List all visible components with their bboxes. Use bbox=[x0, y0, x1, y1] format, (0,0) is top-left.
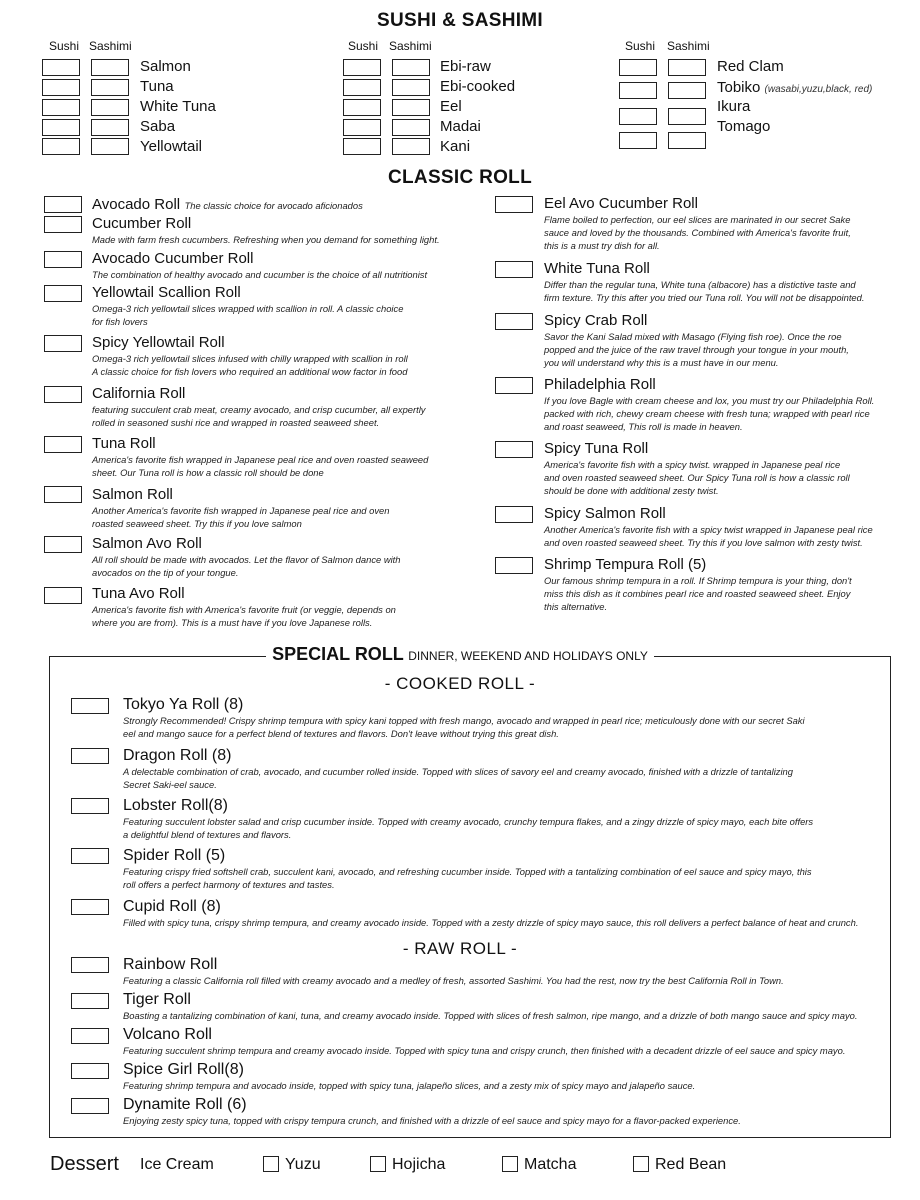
roll-name: Philadelphia Roll bbox=[544, 376, 656, 393]
fish-label: Yellowtail bbox=[140, 138, 202, 155]
sushi-checkbox[interactable] bbox=[42, 59, 80, 76]
roll-desc: Savor the Kani Salad mixed with Masago (Flying fish roe). Once the roe bbox=[544, 331, 842, 342]
dessert-checkbox-hojicha[interactable] bbox=[370, 1156, 386, 1172]
roll-checkbox[interactable] bbox=[495, 441, 533, 458]
fish-label: Ebi-raw bbox=[440, 58, 491, 75]
sashimi-checkbox[interactable] bbox=[91, 79, 129, 96]
roll-name: Spicy Tuna Roll bbox=[544, 440, 649, 457]
col-header-sashimi: Sashimi bbox=[389, 39, 432, 53]
sushi-checkbox[interactable] bbox=[42, 138, 80, 155]
roll-name: Spice Girl Roll(8) bbox=[123, 1061, 244, 1078]
roll-checkbox[interactable] bbox=[71, 1028, 109, 1044]
col-header-sashimi: Sashimi bbox=[667, 39, 710, 53]
menu-item bbox=[544, 312, 914, 369]
roll-desc: Our famous shrimp tempura in a roll. If Shrimp tempura is your thing, don't bbox=[544, 575, 852, 586]
roll-desc: America's favorite fish with America's favorite fruit (or veggie, depends on bbox=[92, 604, 396, 615]
sashimi-checkbox[interactable] bbox=[392, 79, 430, 96]
roll-desc: America's favorite fish wrapped in Japanese peal rice and oven roasted seaweed bbox=[92, 454, 429, 465]
fish-label: Eel bbox=[440, 98, 462, 115]
dessert-checkbox-red-bean[interactable] bbox=[633, 1156, 649, 1172]
roll-desc: All roll should be made with avocados. Let the flavor of Salmon dance with bbox=[92, 554, 401, 565]
roll-checkbox[interactable] bbox=[71, 957, 109, 973]
fish-label: Saba bbox=[140, 118, 176, 135]
roll-checkbox[interactable] bbox=[71, 899, 109, 915]
classic-roll-title: CLASSIC ROLL bbox=[388, 167, 532, 188]
menu-item bbox=[123, 696, 883, 740]
roll-desc: Boasting a tantalizing combination of kani, tuna, and creamy avocado inside. Topped with slices of fresh salmon, ripe mango, and a drizzle of both mango sauce and spicy mayo. bbox=[123, 1010, 858, 1021]
roll-desc: this alternative. bbox=[544, 601, 608, 612]
dessert-checkbox-yuzu[interactable] bbox=[263, 1156, 279, 1172]
roll-desc: sheet. Our Tuna roll is how a classic roll should be done bbox=[92, 467, 324, 478]
sushi-checkbox[interactable] bbox=[619, 132, 657, 149]
roll-desc: Secret Saki-eel sauce. bbox=[123, 779, 217, 790]
sashimi-checkbox[interactable] bbox=[668, 82, 706, 99]
roll-name: Salmon Avo Roll bbox=[92, 535, 202, 552]
dessert-option: Red Bean bbox=[655, 1156, 727, 1173]
sashimi-checkbox[interactable] bbox=[668, 108, 706, 125]
sashimi-checkbox[interactable] bbox=[91, 99, 129, 116]
roll-desc: where you are from). This is a must have if you love Japanese rolls. bbox=[92, 617, 373, 628]
menu-item bbox=[92, 196, 462, 214]
menu-item bbox=[92, 385, 472, 429]
roll-name: Rainbow Roll bbox=[123, 956, 218, 973]
special-roll-title: SPECIAL ROLL bbox=[272, 644, 404, 664]
roll-checkbox[interactable] bbox=[44, 436, 82, 453]
roll-desc: Enjoying zesty spicy tuna, topped with crispy tempura crunch, and finished with a drizzle of eel sauce and spicy mayo for a flavor-packed experience. bbox=[123, 1115, 741, 1126]
menu-item bbox=[92, 215, 462, 246]
roll-desc: firm texture. Try this after you tried our Tuna roll. You will not be disappointed. bbox=[544, 292, 865, 303]
sushi-checkbox[interactable] bbox=[619, 108, 657, 125]
sashimi-checkbox[interactable] bbox=[668, 59, 706, 76]
roll-desc: Another America's favorite fish with a spicy twist wrapped in Japanese peal rice bbox=[544, 524, 873, 535]
roll-name: Lobster Roll(8) bbox=[123, 797, 228, 814]
roll-name: Spicy Salmon Roll bbox=[544, 505, 666, 522]
fish-label: Madai bbox=[440, 118, 481, 135]
roll-desc: Differ than the regular tuna, White tuna (albacore) has a distictive taste and bbox=[544, 279, 856, 290]
roll-desc: avocados on the tip of your tongue. bbox=[92, 567, 239, 578]
roll-checkbox[interactable] bbox=[495, 313, 533, 330]
roll-name: Spicy Yellowtail Roll bbox=[92, 334, 225, 351]
roll-desc: Featuring a classic California roll filled with creamy avocado and a medley of fresh, assorted Sashimi. You had the rest, now try the best California Roll in Town. bbox=[123, 975, 784, 986]
dessert-checkbox-matcha[interactable] bbox=[502, 1156, 518, 1172]
menu-item bbox=[123, 898, 883, 929]
menu-item bbox=[544, 376, 914, 433]
roll-desc: for fish lovers bbox=[92, 316, 148, 327]
roll-checkbox[interactable] bbox=[44, 196, 82, 213]
menu-item bbox=[544, 505, 914, 549]
sushi-checkbox[interactable] bbox=[42, 79, 80, 96]
menu-item bbox=[123, 1061, 883, 1092]
roll-desc: America's favorite fish with a spicy twist. wrapped in Japanese peal rice bbox=[544, 459, 841, 470]
roll-checkbox[interactable] bbox=[495, 506, 533, 523]
fish-label bbox=[717, 79, 872, 96]
roll-name: Avocado Roll bbox=[92, 196, 181, 213]
roll-name: Spider Roll (5) bbox=[123, 847, 226, 864]
roll-name: Yellowtail Scallion Roll bbox=[92, 284, 241, 301]
roll-name: Dynamite Roll (6) bbox=[123, 1096, 247, 1113]
col-header-sushi: Sushi bbox=[348, 39, 379, 53]
roll-desc: Featuring succulent lobster salad and crisp cucumber inside. Topped with creamy avocado, crunchy tempura flakes, and a zingy drizzle of spicy mayo, each bite offers bbox=[123, 816, 814, 827]
fish-label: Ikura bbox=[717, 98, 751, 115]
menu-item bbox=[544, 440, 914, 497]
sashimi-checkbox[interactable] bbox=[392, 119, 430, 136]
roll-checkbox[interactable] bbox=[44, 251, 82, 268]
roll-desc: miss this dish as it combines pearl rice and roasted seaweed sheet. Enjoy bbox=[544, 588, 851, 599]
roll-desc: featuring succulent crab meat, creamy avocado, and crisp cucumber, all expertly bbox=[92, 404, 426, 415]
sashimi-checkbox[interactable] bbox=[91, 59, 129, 76]
roll-desc: eel and mango sauce for a perfect blend of textures and flavors. Don't leave without trying this great dish. bbox=[123, 728, 559, 739]
roll-desc: Flame boiled to perfection, our eel slices are marinated in our secret Sake bbox=[544, 214, 851, 225]
roll-desc: Featuring crispy fried softshell crab, succulent kani, avocado, and refreshing cucumber inside. Topped with a tantalizing combination of eel sauce and spicy mayo, this bbox=[123, 866, 812, 877]
roll-desc: and oven roasted seaweed sheet. Try this if you love salmon with zesty twist. bbox=[544, 537, 863, 548]
menu-item bbox=[92, 284, 462, 328]
sashimi-checkbox[interactable] bbox=[91, 138, 129, 155]
col-header-sashimi: Sashimi bbox=[89, 39, 132, 53]
menu-item bbox=[123, 1096, 883, 1127]
roll-desc: roll offers a perfect harmony of textures and tastes. bbox=[123, 879, 335, 890]
roll-desc: Featuring succulent shrimp tempura and creamy avocado inside. Topped with spicy tuna and crispy crunch, then finished with a decadent drizzle of eel sauce and spicy mayo. bbox=[123, 1045, 846, 1056]
sushi-checkbox[interactable] bbox=[343, 79, 381, 96]
roll-note: The classic choice for avocado aficionados bbox=[184, 200, 363, 211]
raw-roll-title: - RAW ROLL - bbox=[402, 939, 518, 958]
roll-checkbox[interactable] bbox=[44, 386, 82, 403]
col-header-sushi: Sushi bbox=[49, 39, 80, 53]
roll-name: Tiger Roll bbox=[123, 991, 191, 1008]
sashimi-checkbox[interactable] bbox=[91, 119, 129, 136]
roll-checkbox[interactable] bbox=[495, 557, 533, 574]
sushi-checkbox[interactable] bbox=[619, 82, 657, 99]
menu-item bbox=[123, 747, 883, 791]
roll-desc: Omega-3 rich yellowtail slices wrapped with scallion in roll. A classic choice bbox=[92, 303, 404, 314]
menu-item bbox=[123, 991, 883, 1022]
sushi-checkbox[interactable] bbox=[343, 138, 381, 155]
roll-desc: popped and the juice of the raw travel through your tongue in your mouth, bbox=[544, 344, 849, 355]
menu-item bbox=[544, 195, 914, 252]
roll-checkbox[interactable] bbox=[71, 698, 109, 714]
roll-desc: and roast seaweed, This roll is made in heaven. bbox=[544, 421, 743, 432]
roll-checkbox[interactable] bbox=[44, 486, 82, 503]
sushi-checkbox[interactable] bbox=[42, 99, 80, 116]
menu-item bbox=[544, 556, 914, 613]
fish-label: Tomago bbox=[717, 118, 771, 135]
dessert-option: Yuzu bbox=[285, 1156, 321, 1173]
roll-checkbox[interactable] bbox=[44, 587, 82, 604]
roll-name: Tokyo Ya Roll (8) bbox=[123, 696, 244, 713]
menu-item bbox=[92, 585, 472, 629]
roll-checkbox[interactable] bbox=[495, 261, 533, 278]
roll-checkbox[interactable] bbox=[44, 536, 82, 553]
fish-label: Ebi-cooked bbox=[440, 78, 516, 95]
sashimi-checkbox[interactable] bbox=[392, 59, 430, 76]
roll-desc: you will understand why this is a must have in our menu. bbox=[544, 357, 779, 368]
roll-desc: roasted seaweed sheet. Try this if you love salmon bbox=[92, 518, 302, 529]
menu-item bbox=[123, 797, 883, 841]
roll-name: Tuna Avo Roll bbox=[92, 585, 185, 602]
roll-checkbox[interactable] bbox=[71, 848, 109, 864]
dessert-title: Dessert bbox=[50, 1153, 119, 1175]
sashimi-checkbox[interactable] bbox=[668, 132, 706, 149]
roll-desc: Omega-3 rich yellowtail slices infused with chilly wrapped with scallion in roll bbox=[92, 353, 408, 364]
roll-desc: A delectable combination of crab, avocado, and cucumber rolled inside. Topped with slices of savory eel and creamy avocado, finished with a drizzle of tantalizing bbox=[123, 766, 793, 777]
menu-item bbox=[92, 435, 472, 479]
roll-checkbox[interactable] bbox=[44, 285, 82, 302]
roll-checkbox[interactable] bbox=[44, 335, 82, 352]
roll-desc: should be done with additional zesty twist. bbox=[544, 485, 719, 496]
roll-desc: Made with farm fresh cucumbers. Refreshing when you demand for something light. bbox=[92, 234, 440, 245]
special-roll-subtitle: DINNER, WEEKEND AND HOLIDAYS ONLY bbox=[408, 649, 648, 663]
roll-name: Cucumber Roll bbox=[92, 215, 192, 232]
menu-item bbox=[123, 956, 883, 987]
roll-name: Avocado Cucumber Roll bbox=[92, 250, 254, 267]
roll-desc: The combination of healthy avocado and cucumber is the choice of all nutritionist bbox=[92, 269, 428, 280]
cooked-roll-title: - COOKED ROLL - bbox=[384, 674, 536, 693]
dessert-item: Ice Cream bbox=[140, 1156, 214, 1173]
roll-checkbox[interactable] bbox=[71, 748, 109, 764]
sashimi-checkbox[interactable] bbox=[392, 138, 430, 155]
menu-item bbox=[123, 847, 883, 891]
roll-desc: Filled with spicy tuna, crispy shrimp tempura, and creamy avocado inside. Topped with a zesty drizzle of spicy mayo sauce, this roll delivers a perfect balance of heat and crunch. bbox=[123, 917, 859, 928]
roll-desc: Strongly Recommended! Crispy shrimp tempura with spicy kani topped with fresh mango, avocado and wrapped in pearl rice; meticulously done with our secret Saki bbox=[123, 715, 805, 726]
dessert-option: Hojicha bbox=[392, 1156, 446, 1173]
roll-name: Dragon Roll (8) bbox=[123, 747, 232, 764]
roll-name: Eel Avo Cucumber Roll bbox=[544, 195, 698, 212]
menu-item bbox=[92, 250, 462, 281]
menu-item bbox=[123, 1026, 883, 1057]
roll-name: Shrimp Tempura Roll (5) bbox=[544, 556, 707, 573]
special-roll-header bbox=[0, 644, 920, 665]
roll-desc: sauce and loved by the thousands. Combined with America's favorite fruit, bbox=[544, 227, 851, 238]
roll-desc: packed with rich, chewy cream cheese with fresh tuna; wrapped with pearl rice bbox=[544, 408, 870, 419]
menu-item bbox=[544, 260, 914, 304]
roll-desc: A classic choice for fish lovers who required an additional wow factor in food bbox=[92, 366, 408, 377]
roll-desc: Another America's favorite fish wrapped in Japanese peal rice and oven bbox=[92, 505, 390, 516]
roll-name: White Tuna Roll bbox=[544, 260, 650, 277]
roll-desc: this is a must try dish for all. bbox=[544, 240, 660, 251]
roll-checkbox[interactable] bbox=[71, 1098, 109, 1114]
sushi-checkbox[interactable] bbox=[42, 119, 80, 136]
roll-desc: and oven roasted seaweed sheet. Our Spicy Tuna roll is how a classic roll bbox=[544, 472, 850, 483]
roll-name: Cupid Roll (8) bbox=[123, 898, 221, 915]
roll-name: California Roll bbox=[92, 385, 186, 402]
roll-desc: a delightful blend of textures and flavors. bbox=[123, 829, 292, 840]
dessert-option: Matcha bbox=[524, 1156, 577, 1173]
roll-name: Tuna Roll bbox=[92, 435, 156, 452]
sashimi-checkbox[interactable] bbox=[392, 99, 430, 116]
roll-desc: Featuring shrimp tempura and avocado inside, topped with spicy tuna, jalapeño slices, and a zesty mix of spicy mayo and jalapeño sauce. bbox=[123, 1080, 696, 1091]
fish-label: Red Clam bbox=[717, 58, 784, 75]
fish-label: Tuna bbox=[140, 78, 174, 95]
menu-item bbox=[92, 334, 472, 378]
fish-label: White Tuna bbox=[140, 98, 216, 115]
menu-item bbox=[92, 486, 472, 530]
roll-checkbox[interactable] bbox=[495, 196, 533, 213]
roll-name: Spicy Crab Roll bbox=[544, 312, 648, 329]
roll-desc: rolled in seasoned sushi rice and wrapped in roasted seaweed sheet. bbox=[92, 417, 380, 428]
roll-checkbox[interactable] bbox=[71, 798, 109, 814]
fish-label: Salmon bbox=[140, 58, 191, 75]
sushi-checkbox[interactable] bbox=[343, 119, 381, 136]
fish-label: Kani bbox=[440, 138, 471, 155]
sushi-checkbox[interactable] bbox=[343, 59, 381, 76]
roll-checkbox[interactable] bbox=[495, 377, 533, 394]
col-header-sushi: Sushi bbox=[625, 39, 656, 53]
roll-name: Volcano Roll bbox=[123, 1026, 212, 1043]
sushi-checkbox[interactable] bbox=[343, 99, 381, 116]
roll-checkbox[interactable] bbox=[71, 1063, 109, 1079]
fish-label-tobiko: Tobiko bbox=[717, 79, 761, 96]
roll-checkbox[interactable] bbox=[71, 993, 109, 1009]
roll-checkbox[interactable] bbox=[44, 216, 82, 233]
sushi-checkbox[interactable] bbox=[619, 59, 657, 76]
tobiko-note: (wasabi,yuzu,black, red) bbox=[764, 84, 873, 95]
roll-desc: If you love Bagle with cream cheese and lox, you must try our Philadelphia Roll. bbox=[544, 395, 875, 406]
menu-item bbox=[92, 535, 472, 579]
sushi-sashimi-title: SUSHI & SASHIMI bbox=[376, 10, 544, 31]
roll-name: Salmon Roll bbox=[92, 486, 173, 503]
